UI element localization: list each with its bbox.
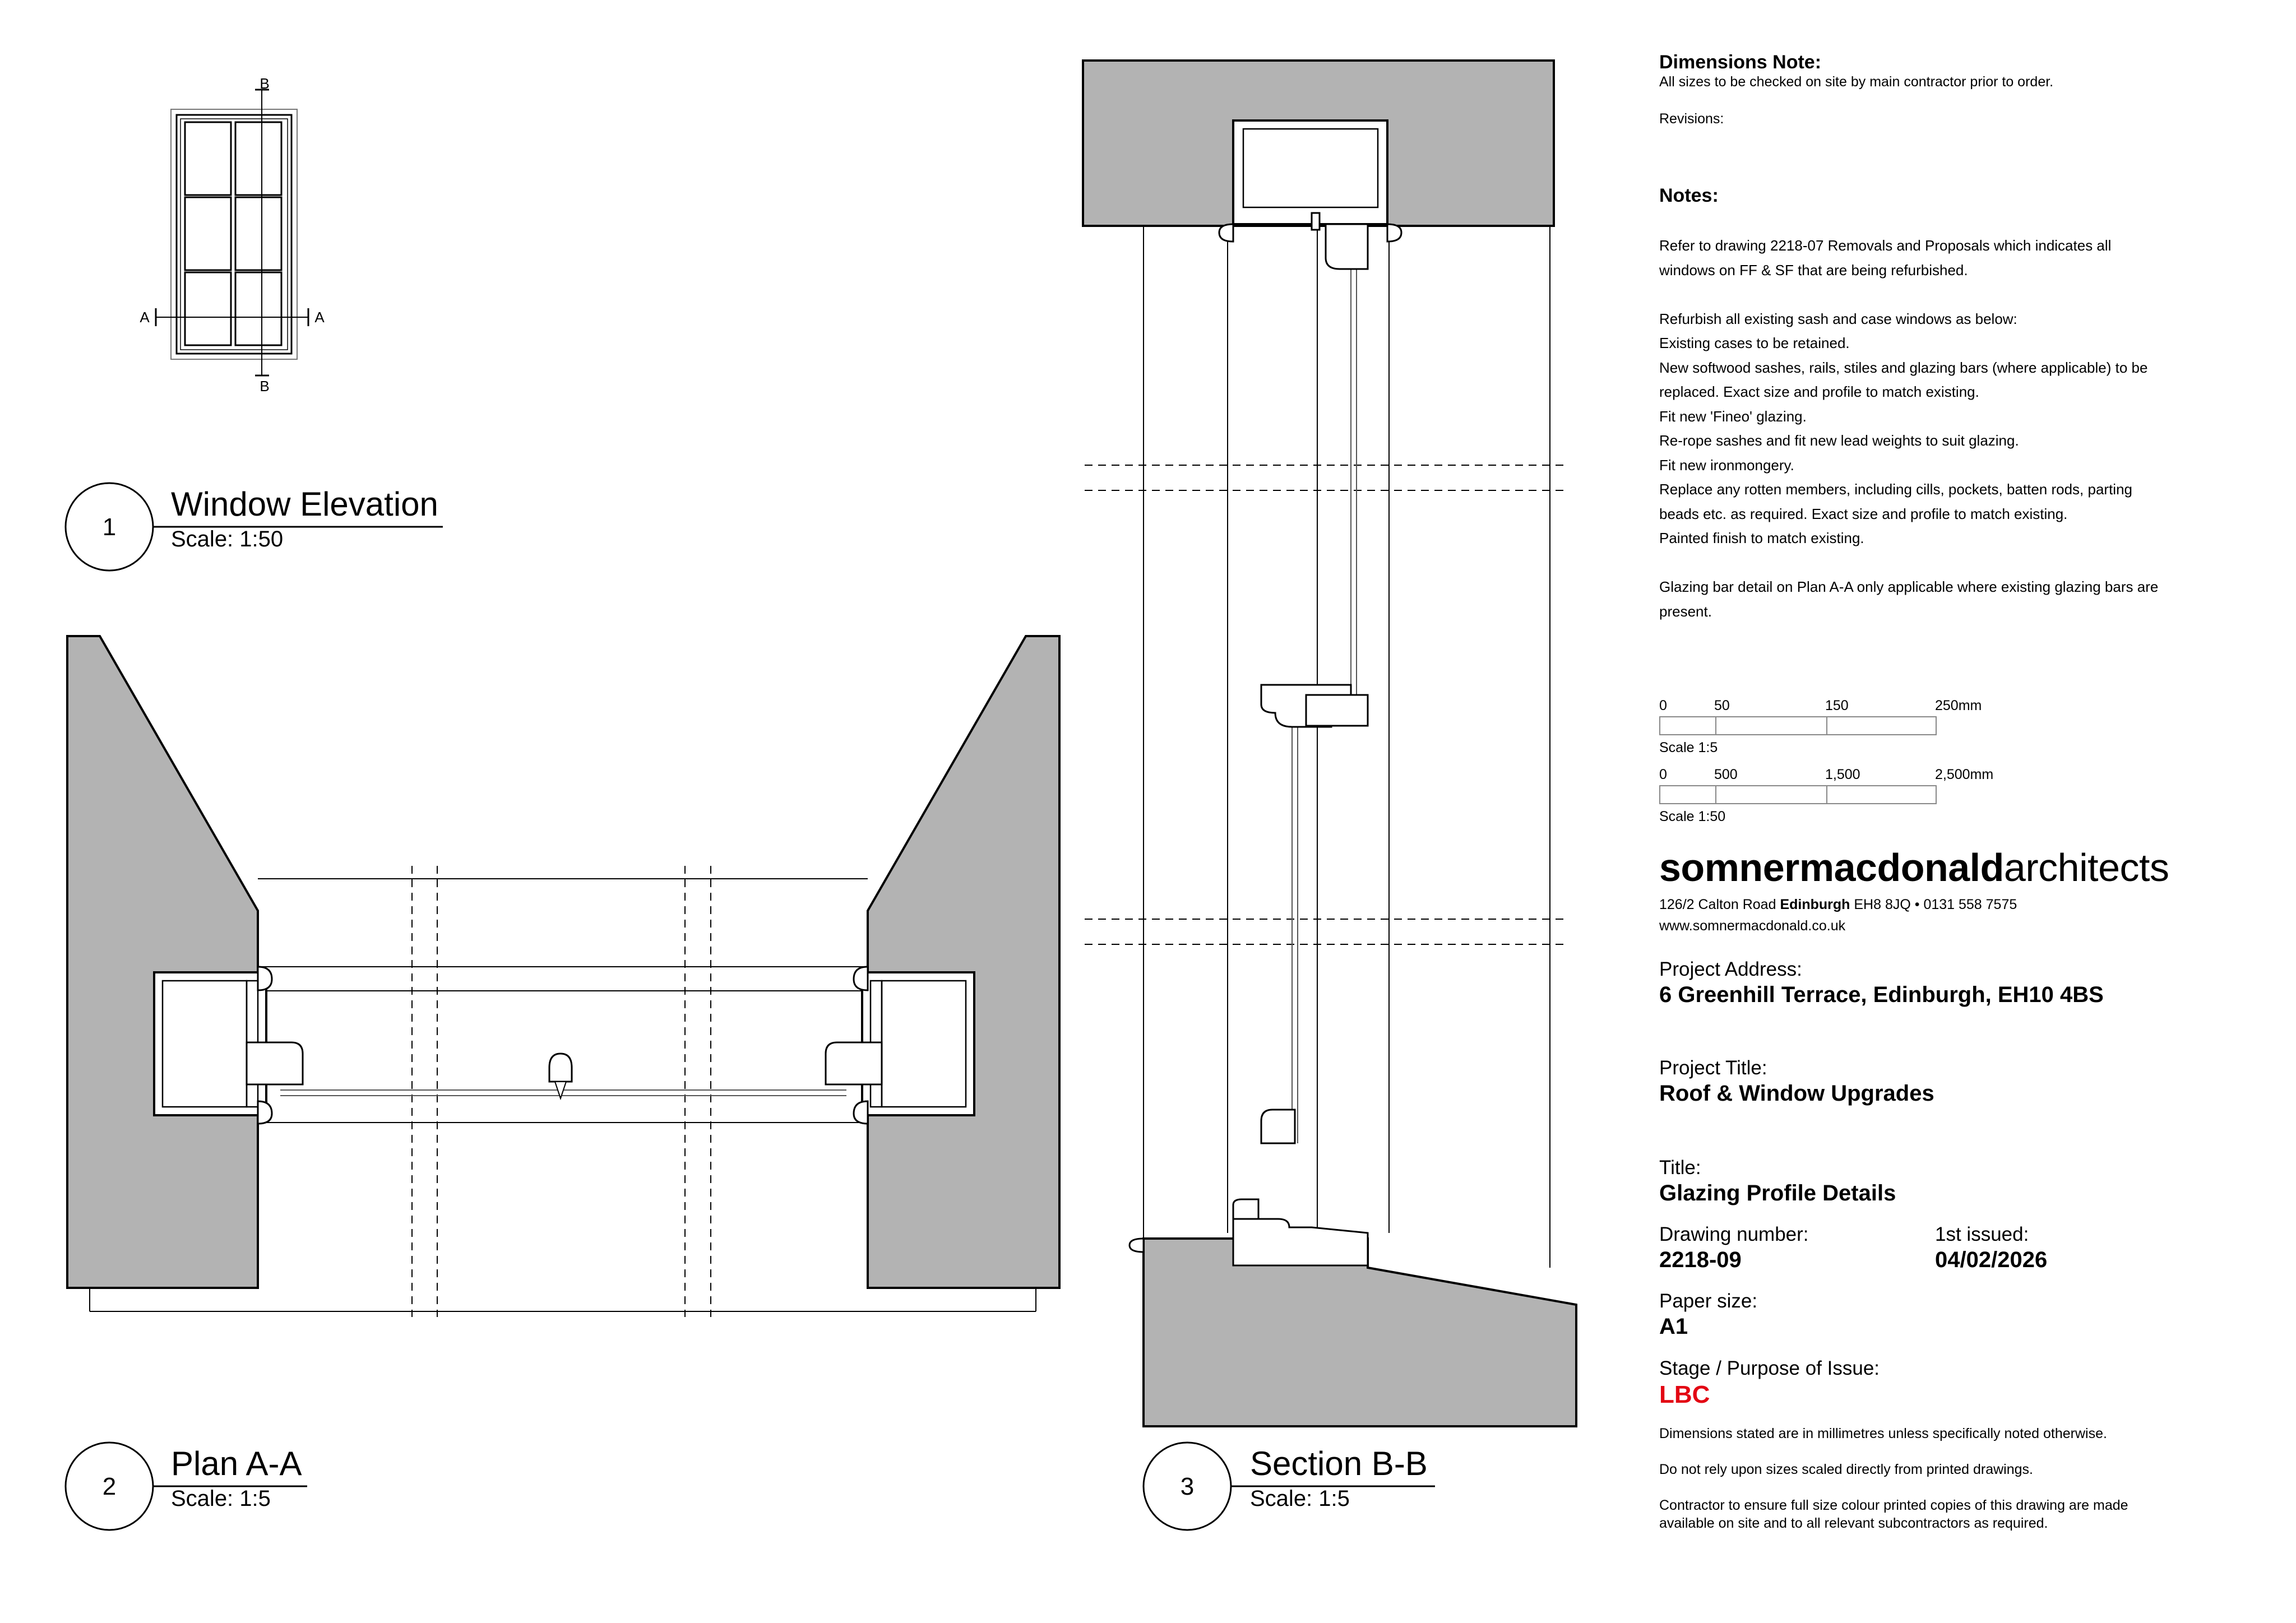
section-marker-b-bottom: B [260, 378, 270, 395]
note-line: Painted finish to match existing. [1659, 530, 1864, 546]
view-scale-section: Scale: 1:5 [1250, 1486, 1350, 1511]
first-issued-date: 04/02/2026 [1935, 1248, 2048, 1272]
scale-tick-label: 250mm [1935, 698, 1982, 713]
scale-caption: Scale 1:50 [1659, 809, 1726, 824]
plan-view [67, 636, 1059, 1317]
drawing-title: Glazing Profile Details [1659, 1181, 1896, 1205]
masonry-sill [1144, 1239, 1576, 1426]
section-marker-a-right: A [314, 309, 325, 326]
disclaimer-copies-cont: available on site and to all relevant subcontractors as required. [1659, 1515, 2048, 1531]
project-title-label: Project Title: [1659, 1057, 1767, 1079]
scale-tick-label: 2,500mm [1935, 767, 1994, 782]
note-line [1659, 551, 2158, 576]
project-address: 6 Greenhill Terrace, Edinburgh, EH10 4BS [1659, 982, 2104, 1007]
scale-tick-label: 500 [1714, 767, 1738, 782]
disclaimer-copies: Contractor to ensure full size colour printed copies of this drawing are made [1659, 1497, 2128, 1513]
title-block-elevation [66, 483, 443, 571]
revisions-label: Revisions: [1659, 111, 1724, 127]
note-line: replaced. Exact size and profile to match existing. [1659, 383, 1979, 400]
practice-logo: somnermacdonaldarchitects [1659, 846, 2169, 889]
title-block-section [1144, 1443, 1435, 1530]
scale-caption: Scale 1:5 [1659, 740, 1718, 755]
view-number-2: 2 [102, 1473, 117, 1500]
drawing-number: 2218-09 [1659, 1248, 1742, 1272]
view-number-1: 1 [102, 513, 117, 541]
dimensions-note-heading: Dimensions Note: [1659, 52, 1822, 73]
scale-tick-label: 0 [1659, 767, 1667, 782]
scale-tick-label: 150 [1825, 698, 1849, 713]
note-line: Re-rope sashes and fit new lead weights to suit glazing. [1659, 432, 2019, 449]
scale-tick-label: 1,500 [1825, 767, 1860, 782]
masonry-right-jamb [868, 636, 1059, 1288]
first-issued-label: 1st issued: [1935, 1223, 2029, 1245]
note-line: Refer to drawing 2218-07 Removals and Proposals which indicates all [1659, 237, 2112, 254]
practice-website: www.somnermacdonald.co.uk [1659, 918, 1846, 934]
disclaimer-scaling: Do not rely upon sizes scaled directly from printed drawings. [1659, 1462, 2033, 1477]
stage-label: Stage / Purpose of Issue: [1659, 1357, 1880, 1379]
note-line [1659, 282, 2158, 307]
scale-tick-label: 50 [1714, 698, 1730, 713]
note-line: windows on FF & SF that are being refurbished. [1659, 261, 1968, 279]
section-view [1083, 61, 1576, 1426]
section-marker-a-left: A [140, 309, 150, 326]
scale-bar-graphic [1659, 785, 1937, 804]
section-marker-b-top: B [260, 75, 270, 92]
scale-tick-label: 0 [1659, 698, 1667, 713]
drawing-number-label: Drawing number: [1659, 1223, 1809, 1245]
note-line: present. [1659, 602, 1712, 620]
note-line: Fit new ironmongery. [1659, 456, 1794, 474]
notes-list [1659, 234, 2158, 624]
title-block-plan [66, 1443, 307, 1530]
view-number-3: 3 [1180, 1473, 1195, 1500]
note-line: Fit new 'Fineo' glazing. [1659, 407, 1807, 425]
dimensions-note: All sizes to be checked on site by main contractor prior to order. [1659, 74, 2054, 90]
paper-size: A1 [1659, 1314, 1688, 1339]
view-scale-elevation: Scale: 1:50 [171, 527, 284, 551]
note-line: Glazing bar detail on Plan A-A only applicable where existing glazing bars are [1659, 578, 2159, 595]
project-title: Roof & Window Upgrades [1659, 1081, 1934, 1106]
view-title-plan: Plan A-A [171, 1445, 302, 1482]
note-line: New softwood sashes, rails, stiles and glazing bars (where applicable) to be [1659, 359, 2148, 376]
stage-badge: LBC [1659, 1381, 1710, 1408]
note-line: Existing cases to be retained. [1659, 335, 1850, 351]
masonry-left-jamb [67, 636, 258, 1288]
window-elevation-view [156, 90, 308, 375]
notes-heading: Notes: [1659, 185, 1719, 206]
view-scale-plan: Scale: 1:5 [171, 1486, 271, 1511]
note-line: beads etc. as required. Exact size and profile to match existing. [1659, 505, 2068, 522]
note-line: Replace any rotten members, including cills, pockets, batten rods, parting [1659, 481, 2132, 498]
paper-size-label: Paper size: [1659, 1290, 1758, 1312]
disclaimer-dimensions: Dimensions stated are in millimetres unless specifically noted otherwise. [1659, 1426, 2107, 1441]
view-title-elevation: Window Elevation [171, 485, 438, 523]
note-line: Refurbish all existing sash and case windows as below: [1659, 310, 2017, 327]
practice-address: 126/2 Calton Road Edinburgh EH8 8JQ • 0131 558 7575 [1659, 897, 2017, 912]
title-label: Title: [1659, 1157, 1701, 1179]
view-title-section: Section B-B [1250, 1445, 1428, 1482]
scale-bar-graphic [1659, 716, 1937, 735]
project-address-label: Project Address: [1659, 958, 1802, 980]
